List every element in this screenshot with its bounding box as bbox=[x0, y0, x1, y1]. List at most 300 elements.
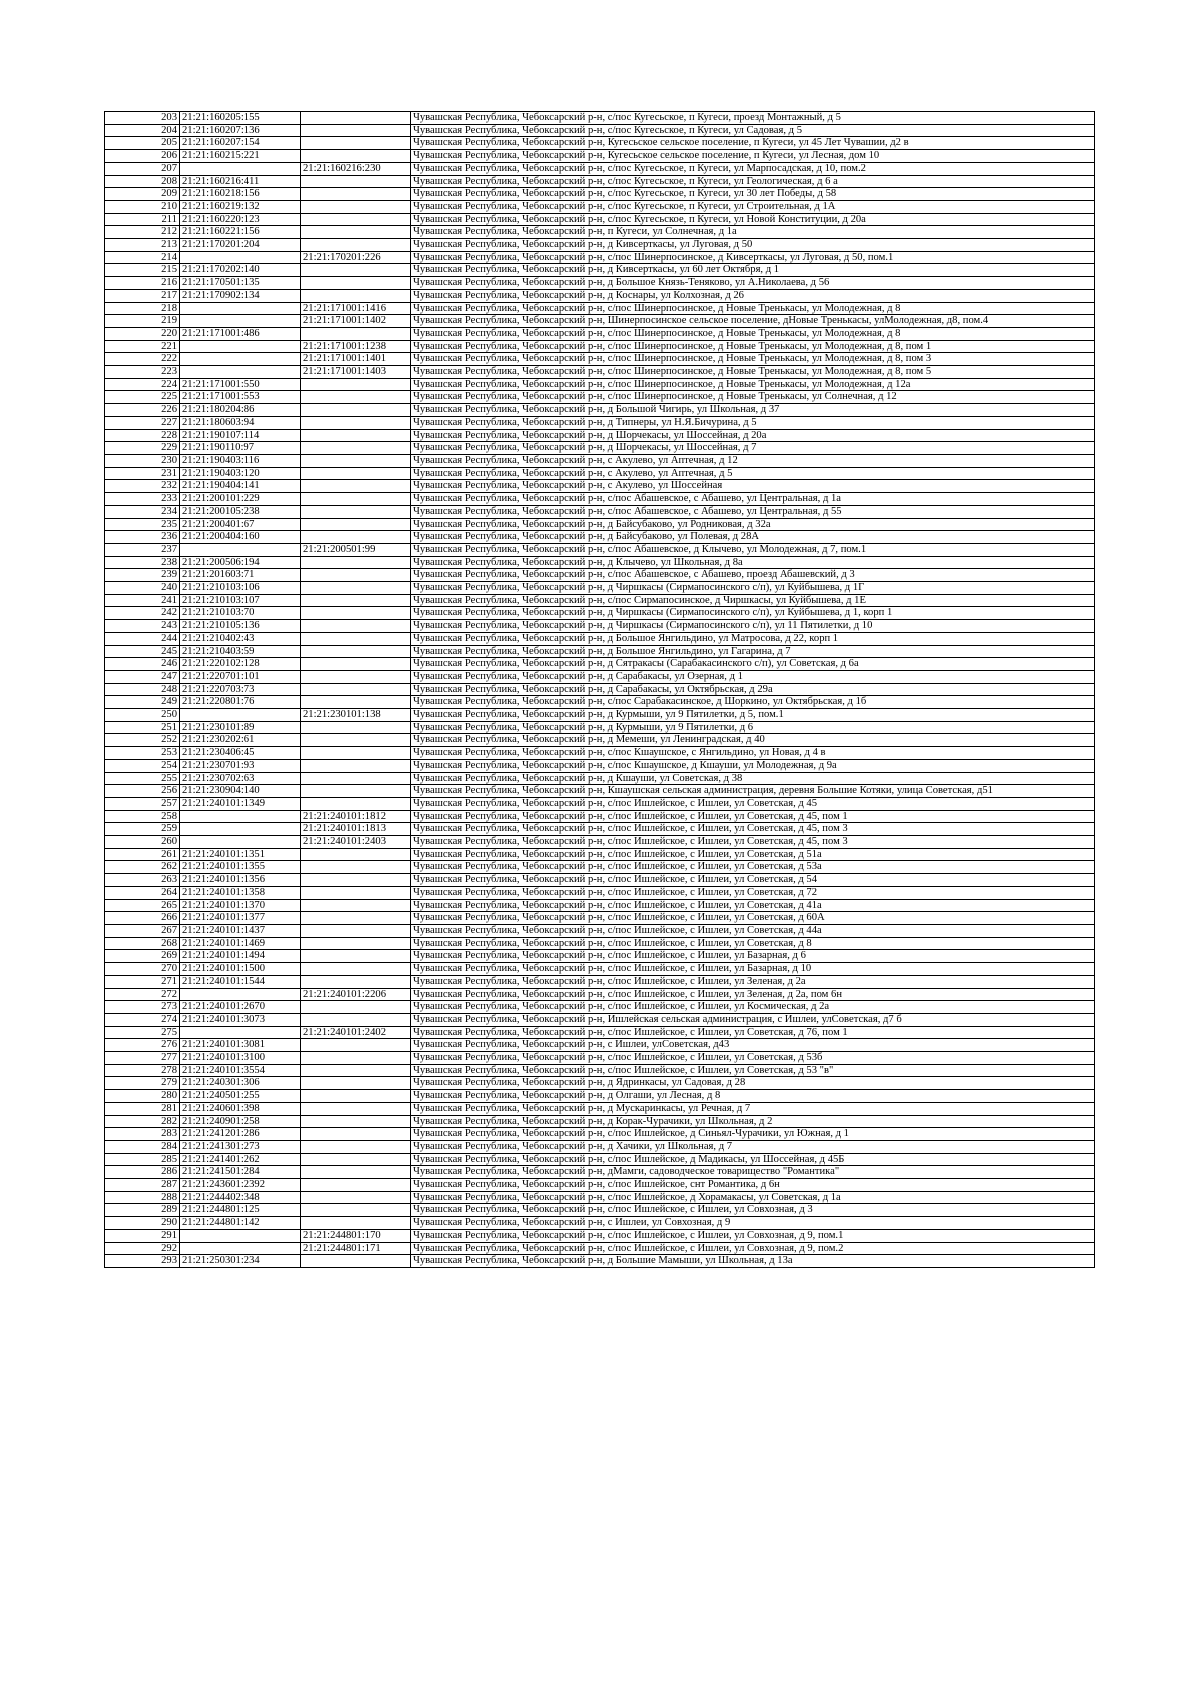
row-number: 243 bbox=[105, 620, 180, 633]
premises-cadastral-number bbox=[301, 721, 411, 734]
cadastral-number bbox=[180, 251, 301, 264]
cadastral-number: 21:21:190403:120 bbox=[180, 467, 301, 480]
cadastral-number: 21:21:240601:398 bbox=[180, 1102, 301, 1115]
row-number: 254 bbox=[105, 759, 180, 772]
row-number: 224 bbox=[105, 378, 180, 391]
cadastral-number: 21:21:240101:1355 bbox=[180, 861, 301, 874]
premises-cadastral-number bbox=[301, 607, 411, 620]
premises-cadastral-number bbox=[301, 239, 411, 252]
cadastral-number bbox=[180, 543, 301, 556]
row-number: 286 bbox=[105, 1166, 180, 1179]
table-row bbox=[105, 747, 1095, 760]
cadastral-number: 21:21:180204:86 bbox=[180, 404, 301, 417]
table-row bbox=[105, 366, 1095, 379]
row-number: 227 bbox=[105, 416, 180, 429]
row-number: 204 bbox=[105, 124, 180, 137]
premises-cadastral-number bbox=[301, 734, 411, 747]
address: Чувашская Республика, Чебоксарский р-н, с/пос Шинерпосинское, д Новые Тренькасы, ул Молодежная, д 8, пом 1 bbox=[411, 340, 1095, 353]
address: Чувашская Республика, Чебоксарский р-н, Ишлейская сельская администрация, с Ишлеи, улСоветская, д7 б bbox=[411, 1013, 1095, 1026]
table-row bbox=[105, 785, 1095, 798]
row-number: 244 bbox=[105, 632, 180, 645]
premises-cadastral-number bbox=[301, 645, 411, 658]
cadastral-number bbox=[180, 162, 301, 175]
address: Чувашская Республика, Чебоксарский р-н, с/пос Абашевское, с Абашево, ул Центральная, д 1а bbox=[411, 493, 1095, 506]
table-row bbox=[105, 861, 1095, 874]
row-number: 226 bbox=[105, 404, 180, 417]
address: Чувашская Республика, Чебоксарский р-н, с/пос Кугесьское, п Кугеси, проезд Монтажный, д 5 bbox=[411, 112, 1095, 125]
premises-cadastral-number bbox=[301, 569, 411, 582]
row-number: 273 bbox=[105, 1001, 180, 1014]
cadastral-number: 21:21:170201:204 bbox=[180, 239, 301, 252]
address: Чувашская Республика, Чебоксарский р-н, с/пос Ишлейское, снт Романтика, д 6н bbox=[411, 1179, 1095, 1192]
cadastral-number: 21:21:244402:348 bbox=[180, 1191, 301, 1204]
table-row bbox=[105, 302, 1095, 315]
row-number: 275 bbox=[105, 1026, 180, 1039]
row-number: 274 bbox=[105, 1013, 180, 1026]
premises-cadastral-number bbox=[301, 1153, 411, 1166]
table-body bbox=[105, 112, 1095, 1268]
row-number: 216 bbox=[105, 277, 180, 290]
row-number: 288 bbox=[105, 1191, 180, 1204]
row-number: 242 bbox=[105, 607, 180, 620]
premises-cadastral-number: 21:21:170201:226 bbox=[301, 251, 411, 264]
cadastral-number: 21:21:220701:101 bbox=[180, 670, 301, 683]
cadastral-number: 21:21:240101:1377 bbox=[180, 912, 301, 925]
premises-cadastral-number bbox=[301, 327, 411, 340]
address: Чувашская Республика, Чебоксарский р-н, Кугесьское сельское поселение, п Кугеси, ул Лесная, дом 10 bbox=[411, 150, 1095, 163]
address: Чувашская Республика, Чебоксарский р-н, д Кивсерткасы, ул 60 лет Октября, д 1 bbox=[411, 264, 1095, 277]
table-row bbox=[105, 162, 1095, 175]
row-number: 217 bbox=[105, 289, 180, 302]
table-row bbox=[105, 1001, 1095, 1014]
address: Чувашская Республика, Чебоксарский р-н, д Байсубаково, ул Родниковая, д 32а bbox=[411, 518, 1095, 531]
premises-cadastral-number bbox=[301, 175, 411, 188]
premises-cadastral-number bbox=[301, 493, 411, 506]
address: Чувашская Республика, Чебоксарский р-н, с/пос Ишлейское, д Мадикасы, ул Шоссейная, д 45Б bbox=[411, 1153, 1095, 1166]
table-row bbox=[105, 1153, 1095, 1166]
address: Чувашская Республика, Чебоксарский р-н, д Кивсерткасы, ул Луговая, д 50 bbox=[411, 239, 1095, 252]
row-number: 207 bbox=[105, 162, 180, 175]
row-number: 223 bbox=[105, 366, 180, 379]
premises-cadastral-number bbox=[301, 277, 411, 290]
premises-cadastral-number bbox=[301, 150, 411, 163]
table-row bbox=[105, 251, 1095, 264]
address: Чувашская Республика, Чебоксарский р-н, д Кшауши, ул Советская, д 38 bbox=[411, 772, 1095, 785]
table-row bbox=[105, 175, 1095, 188]
table-row bbox=[105, 391, 1095, 404]
row-number: 255 bbox=[105, 772, 180, 785]
cadastral-number: 21:21:190403:116 bbox=[180, 454, 301, 467]
table-row bbox=[105, 925, 1095, 938]
row-number: 264 bbox=[105, 886, 180, 899]
row-number: 287 bbox=[105, 1179, 180, 1192]
cadastral-number bbox=[180, 810, 301, 823]
row-number: 277 bbox=[105, 1052, 180, 1065]
row-number: 281 bbox=[105, 1102, 180, 1115]
row-number: 238 bbox=[105, 556, 180, 569]
address: Чувашская Республика, Чебоксарский р-н, с/пос Кшаушское, д Кшауши, ул Молодежная, д 9а bbox=[411, 759, 1095, 772]
premises-cadastral-number: 21:21:240101:2402 bbox=[301, 1026, 411, 1039]
cadastral-number: 21:21:240501:255 bbox=[180, 1090, 301, 1103]
table-row bbox=[105, 480, 1095, 493]
address: Чувашская Республика, Чебоксарский р-н, с/пос Ишлейское, с Ишлеи, ул Советская, д 44а bbox=[411, 925, 1095, 938]
cadastral-number: 21:21:241301:273 bbox=[180, 1140, 301, 1153]
premises-cadastral-number bbox=[301, 1179, 411, 1192]
premises-cadastral-number bbox=[301, 670, 411, 683]
address: Чувашская Республика, Чебоксарский р-н, д Большие Мамыши, ул Школьная, д 13а bbox=[411, 1255, 1095, 1268]
address: Чувашская Республика, Чебоксарский р-н, с/пос Шинерпосинское, д Новые Тренькасы, ул Молодежная, д 8, пом 3 bbox=[411, 353, 1095, 366]
address: Чувашская Республика, Чебоксарский р-н, с/пос Кшаушское, с Янгильдино, ул Новая, д 4 в bbox=[411, 747, 1095, 760]
table-row bbox=[105, 772, 1095, 785]
address: Чувашская Республика, Чебоксарский р-н, д Чиршкасы (Сирмапосинского с/п), ул 11 Пятилетки, д 10 bbox=[411, 620, 1095, 633]
table-row bbox=[105, 899, 1095, 912]
cadastral-number: 21:21:230406:45 bbox=[180, 747, 301, 760]
premises-cadastral-number bbox=[301, 416, 411, 429]
address: Чувашская Республика, Чебоксарский р-н, д Курмыши, ул 9 Пятилетки, д 5, пом.1 bbox=[411, 709, 1095, 722]
cadastral-number: 21:21:230202:61 bbox=[180, 734, 301, 747]
row-number: 241 bbox=[105, 594, 180, 607]
cadastral-number: 21:21:190110:97 bbox=[180, 442, 301, 455]
row-number: 268 bbox=[105, 937, 180, 950]
cadastral-number: 21:21:210103:107 bbox=[180, 594, 301, 607]
cadastral-number: 21:21:160207:136 bbox=[180, 124, 301, 137]
row-number: 266 bbox=[105, 912, 180, 925]
cadastral-number: 21:21:240301:306 bbox=[180, 1077, 301, 1090]
address: Чувашская Республика, Чебоксарский р-н, д Большое Янгильдино, ул Матросова, д 22, корп 1 bbox=[411, 632, 1095, 645]
premises-cadastral-number bbox=[301, 264, 411, 277]
table-row bbox=[105, 1128, 1095, 1141]
cadastral-number: 21:21:240101:1469 bbox=[180, 937, 301, 950]
cadastral-number: 21:21:160220:123 bbox=[180, 213, 301, 226]
premises-cadastral-number bbox=[301, 1191, 411, 1204]
row-number: 284 bbox=[105, 1140, 180, 1153]
premises-cadastral-number bbox=[301, 1140, 411, 1153]
cadastral-number: 21:21:180603:94 bbox=[180, 416, 301, 429]
address: Чувашская Республика, Чебоксарский р-н, д Ядринкасы, ул Садовая, д 28 bbox=[411, 1077, 1095, 1090]
address: Чувашская Республика, Чебоксарский р-н, д Шорчекасы, ул Шоссейная, д 20а bbox=[411, 429, 1095, 442]
premises-cadastral-number bbox=[301, 747, 411, 760]
table-row bbox=[105, 124, 1095, 137]
cadastral-number: 21:21:210403:59 bbox=[180, 645, 301, 658]
address: Чувашская Республика, Чебоксарский р-н, с/пос Кугесьское, п Кугеси, ул Строительная, д 1А bbox=[411, 200, 1095, 213]
cadastral-number: 21:21:230702:63 bbox=[180, 772, 301, 785]
cadastral-number: 21:21:160215:221 bbox=[180, 150, 301, 163]
address: Чувашская Республика, Чебоксарский р-н, д Олгаши, ул Лесная, д 8 bbox=[411, 1090, 1095, 1103]
row-number: 203 bbox=[105, 112, 180, 125]
premises-cadastral-number bbox=[301, 759, 411, 772]
cadastral-number: 21:21:200101:229 bbox=[180, 493, 301, 506]
row-number: 230 bbox=[105, 454, 180, 467]
premises-cadastral-number bbox=[301, 620, 411, 633]
address: Чувашская Республика, Чебоксарский р-н, с/пос Кугесьское, п Кугеси, ул Марпосадская, д 10, пом.2 bbox=[411, 162, 1095, 175]
table-row bbox=[105, 620, 1095, 633]
premises-cadastral-number bbox=[301, 772, 411, 785]
table-row bbox=[105, 239, 1095, 252]
cadastral-number bbox=[180, 315, 301, 328]
premises-cadastral-number bbox=[301, 950, 411, 963]
row-number: 208 bbox=[105, 175, 180, 188]
cadastral-number: 21:21:240101:1351 bbox=[180, 848, 301, 861]
address: Чувашская Республика, Чебоксарский р-н, д Чиршкасы (Сирмапосинского с/п), ул Куйбышева, д 1, корп 1 bbox=[411, 607, 1095, 620]
address: Чувашская Республика, Чебоксарский р-н, с/пос Ишлейское, с Ишлеи, ул Советская, д 51а bbox=[411, 848, 1095, 861]
address: Чувашская Республика, Чебоксарский р-н, с/пос Ишлейское, с Ишлеи, ул Совхозная, д 9, пом.2 bbox=[411, 1242, 1095, 1255]
table-row bbox=[105, 963, 1095, 976]
address: Чувашская Республика, Чебоксарский р-н, с Акулево, ул Шоссейная bbox=[411, 480, 1095, 493]
table-row bbox=[105, 810, 1095, 823]
table-row bbox=[105, 378, 1095, 391]
cadastral-number: 21:21:170902:134 bbox=[180, 289, 301, 302]
premises-cadastral-number bbox=[301, 1052, 411, 1065]
row-number: 272 bbox=[105, 988, 180, 1001]
address: Чувашская Республика, Чебоксарский р-н, с/пос Ишлейское, с Ишлеи, ул Советская, д 45, пом 3 bbox=[411, 823, 1095, 836]
premises-cadastral-number: 21:21:160216:230 bbox=[301, 162, 411, 175]
table-row bbox=[105, 645, 1095, 658]
cadastral-number: 21:21:240101:1437 bbox=[180, 925, 301, 938]
cadastral-number bbox=[180, 1229, 301, 1242]
address: Чувашская Республика, Чебоксарский р-н, с/пос Ишлейское, с Ишлеи, ул Совхозная, д 3 bbox=[411, 1204, 1095, 1217]
premises-cadastral-number: 21:21:230101:138 bbox=[301, 709, 411, 722]
address: Чувашская Республика, Чебоксарский р-н, с/пос Шинерпосинское, д Новые Тренькасы, ул Молодежная, д 8 bbox=[411, 327, 1095, 340]
cadastral-number bbox=[180, 353, 301, 366]
premises-cadastral-number bbox=[301, 696, 411, 709]
table-row bbox=[105, 721, 1095, 734]
address: Чувашская Республика, Чебоксарский р-н, с/пос Ишлейское, с Ишлеи, ул Советская, д 53б bbox=[411, 1052, 1095, 1065]
premises-cadastral-number: 21:21:240101:2403 bbox=[301, 836, 411, 849]
premises-cadastral-number bbox=[301, 454, 411, 467]
table-row bbox=[105, 213, 1095, 226]
address: Чувашская Республика, Чебоксарский р-н, с/пос Ишлейское, с Ишлеи, ул Базарная, д 10 bbox=[411, 963, 1095, 976]
table-row bbox=[105, 531, 1095, 544]
row-number: 271 bbox=[105, 975, 180, 988]
address: Чувашская Республика, Чебоксарский р-н, с/пос Шинерпосинское, д Новые Тренькасы, ул Молодежная, д 12а bbox=[411, 378, 1095, 391]
address: Чувашская Республика, Чебоксарский р-н, Шинерпосинское сельское поселение, дНовые Тренькасы, улМолодежная, д8, пом.4 bbox=[411, 315, 1095, 328]
row-number: 270 bbox=[105, 963, 180, 976]
table-row bbox=[105, 404, 1095, 417]
cadastral-number: 21:21:244801:125 bbox=[180, 1204, 301, 1217]
row-number: 231 bbox=[105, 467, 180, 480]
row-number: 213 bbox=[105, 239, 180, 252]
premises-cadastral-number bbox=[301, 112, 411, 125]
address: Чувашская Республика, Чебоксарский р-н, д Корак-Чурачики, ул Школьная, д 2 bbox=[411, 1115, 1095, 1128]
cadastral-number bbox=[180, 340, 301, 353]
table-row bbox=[105, 670, 1095, 683]
premises-cadastral-number bbox=[301, 899, 411, 912]
table-row bbox=[105, 1204, 1095, 1217]
table-row bbox=[105, 709, 1095, 722]
table-row bbox=[105, 1039, 1095, 1052]
row-number: 228 bbox=[105, 429, 180, 442]
row-number: 250 bbox=[105, 709, 180, 722]
cadastral-number bbox=[180, 366, 301, 379]
address: Чувашская Республика, Чебоксарский р-н, с/пос Ишлейское, с Ишлеи, ул Совхозная, д 9, пом.1 bbox=[411, 1229, 1095, 1242]
cadastral-number: 21:21:250301:234 bbox=[180, 1255, 301, 1268]
row-number: 289 bbox=[105, 1204, 180, 1217]
address: Чувашская Республика, Чебоксарский р-н, с/пос Абашевское, с Абашево, ул Центральная, д 55 bbox=[411, 505, 1095, 518]
row-number: 240 bbox=[105, 582, 180, 595]
cadastral-number: 21:21:240101:1370 bbox=[180, 899, 301, 912]
address: Чувашская Республика, Чебоксарский р-н, с/пос Шинерпосинское, д Новые Тренькасы, ул Молодежная, д 8, пом 5 bbox=[411, 366, 1095, 379]
address: Чувашская Республика, Чебоксарский р-н, д Коснары, ул Колхозная, д 26 bbox=[411, 289, 1095, 302]
address: Чувашская Республика, Чебоксарский р-н, д Чиршкасы (Сирмапосинского с/п), ул Куйбышева, д 1Г bbox=[411, 582, 1095, 595]
table-row bbox=[105, 416, 1095, 429]
table-row bbox=[105, 848, 1095, 861]
row-number: 259 bbox=[105, 823, 180, 836]
premises-cadastral-number bbox=[301, 289, 411, 302]
row-number: 229 bbox=[105, 442, 180, 455]
premises-cadastral-number bbox=[301, 556, 411, 569]
row-number: 251 bbox=[105, 721, 180, 734]
address: Чувашская Республика, Чебоксарский р-н, д Большой Чигирь, ул Школьная, д 37 bbox=[411, 404, 1095, 417]
premises-cadastral-number bbox=[301, 1115, 411, 1128]
table-row bbox=[105, 137, 1095, 150]
row-number: 214 bbox=[105, 251, 180, 264]
row-number: 267 bbox=[105, 925, 180, 938]
address: Чувашская Республика, Чебоксарский р-н, п Кугеси, ул Солнечная, д 1а bbox=[411, 226, 1095, 239]
premises-cadastral-number bbox=[301, 518, 411, 531]
premises-cadastral-number bbox=[301, 442, 411, 455]
address: Чувашская Республика, Чебоксарский р-н, д Хачики, ул Школьная, д 7 bbox=[411, 1140, 1095, 1153]
table-row bbox=[105, 543, 1095, 556]
address: Чувашская Республика, Чебоксарский р-н, с/пос Сирмапосинское, д Чиршкасы, ул Куйбышева, д 1Е bbox=[411, 594, 1095, 607]
cadastral-number: 21:21:171001:550 bbox=[180, 378, 301, 391]
cadastral-number bbox=[180, 1026, 301, 1039]
cadastral-number: 21:21:241501:284 bbox=[180, 1166, 301, 1179]
premises-cadastral-number bbox=[301, 378, 411, 391]
address: Чувашская Республика, Чебоксарский р-н, д Большое Янгильдино, ул Гагарина, д 7 bbox=[411, 645, 1095, 658]
table-row bbox=[105, 1052, 1095, 1065]
premises-cadastral-number bbox=[301, 1166, 411, 1179]
premises-cadastral-number bbox=[301, 975, 411, 988]
address: Чувашская Республика, Чебоксарский р-н, с/пос Ишлейское, с Ишлеи, ул Советская, д 41а bbox=[411, 899, 1095, 912]
document-page bbox=[104, 111, 1094, 1268]
table-row bbox=[105, 836, 1095, 849]
row-number: 209 bbox=[105, 188, 180, 201]
row-number: 220 bbox=[105, 327, 180, 340]
premises-cadastral-number bbox=[301, 124, 411, 137]
table-row bbox=[105, 353, 1095, 366]
premises-cadastral-number bbox=[301, 467, 411, 480]
table-row bbox=[105, 505, 1095, 518]
address: Чувашская Республика, Чебоксарский р-н, дМамги, садоводческое товарищество "Романтика" bbox=[411, 1166, 1095, 1179]
address: Чувашская Республика, Чебоксарский р-н, д Мемеши, ул Ленинградская, д 40 bbox=[411, 734, 1095, 747]
cadastral-number: 21:21:160219:132 bbox=[180, 200, 301, 213]
row-number: 282 bbox=[105, 1115, 180, 1128]
table-row bbox=[105, 1242, 1095, 1255]
address: Чувашская Республика, Чебоксарский р-н, с/пос Шинерпосинское, д Кивсерткасы, ул Луговая, д 50, пом.1 bbox=[411, 251, 1095, 264]
address: Чувашская Республика, Чебоксарский р-н, д Шорчекасы, ул Шоссейная, д 7 bbox=[411, 442, 1095, 455]
address: Чувашская Республика, Чебоксарский р-н, Кугесьское сельское поселение, п Кугеси, ул 45 Лет Чувашии, д2 в bbox=[411, 137, 1095, 150]
cadastral-number: 21:21:240101:3554 bbox=[180, 1064, 301, 1077]
cadastral-number: 21:21:201603:71 bbox=[180, 569, 301, 582]
cadastral-number: 21:21:240101:1500 bbox=[180, 963, 301, 976]
premises-cadastral-number bbox=[301, 912, 411, 925]
premises-cadastral-number bbox=[301, 1077, 411, 1090]
premises-cadastral-number: 21:21:171001:1238 bbox=[301, 340, 411, 353]
row-number: 291 bbox=[105, 1229, 180, 1242]
premises-cadastral-number bbox=[301, 582, 411, 595]
cadastral-number bbox=[180, 988, 301, 1001]
address: Чувашская Республика, Чебоксарский р-н, с/пос Ишлейское, с Ишлеи, ул Базарная, д 6 bbox=[411, 950, 1095, 963]
row-number: 263 bbox=[105, 874, 180, 887]
row-number: 234 bbox=[105, 505, 180, 518]
premises-cadastral-number: 21:21:240101:2206 bbox=[301, 988, 411, 1001]
address: Чувашская Республика, Чебоксарский р-н, с/пос Ишлейское, с Ишлеи, ул Советская, д 45, пом 3 bbox=[411, 836, 1095, 849]
table-row bbox=[105, 1064, 1095, 1077]
premises-cadastral-number bbox=[301, 632, 411, 645]
premises-cadastral-number bbox=[301, 937, 411, 950]
premises-cadastral-number bbox=[301, 1204, 411, 1217]
premises-cadastral-number bbox=[301, 404, 411, 417]
address: Чувашская Республика, Чебоксарский р-н, с/пос Ишлейское, с Ишлеи, ул Советская, д 76, пом 1 bbox=[411, 1026, 1095, 1039]
table-row bbox=[105, 759, 1095, 772]
cadastral-number: 21:21:160216:411 bbox=[180, 175, 301, 188]
cadastral-number: 21:21:200105:238 bbox=[180, 505, 301, 518]
address: Чувашская Республика, Чебоксарский р-н, д Байсубаково, ул Полевая, д 28А bbox=[411, 531, 1095, 544]
table-row bbox=[105, 556, 1095, 569]
address: Чувашская Республика, Чебоксарский р-н, с/пос Шинерпосинское, д Новые Тренькасы, ул Солнечная, д 12 bbox=[411, 391, 1095, 404]
premises-cadastral-number: 21:21:200501:99 bbox=[301, 543, 411, 556]
address: Чувашская Республика, Чебоксарский р-н, с/пос Кугесьское, п Кугеси, ул Геологическая, д 6 а bbox=[411, 175, 1095, 188]
row-number: 285 bbox=[105, 1153, 180, 1166]
address: Чувашская Республика, Чебоксарский р-н, с Акулево, ул Аптечная, д 12 bbox=[411, 454, 1095, 467]
row-number: 205 bbox=[105, 137, 180, 150]
address: Чувашская Республика, Чебоксарский р-н, д Мускаринкасы, ул Речная, д 7 bbox=[411, 1102, 1095, 1115]
premises-cadastral-number bbox=[301, 200, 411, 213]
premises-cadastral-number: 21:21:171001:1416 bbox=[301, 302, 411, 315]
row-number: 257 bbox=[105, 797, 180, 810]
cadastral-number: 21:21:171001:553 bbox=[180, 391, 301, 404]
cadastral-number: 21:21:241201:286 bbox=[180, 1128, 301, 1141]
cadastral-number: 21:21:170202:140 bbox=[180, 264, 301, 277]
premises-cadastral-number bbox=[301, 391, 411, 404]
table-row bbox=[105, 1166, 1095, 1179]
property-register-table bbox=[104, 111, 1095, 1268]
premises-cadastral-number bbox=[301, 1039, 411, 1052]
table-row bbox=[105, 340, 1095, 353]
address: Чувашская Республика, Чебоксарский р-н, с Ишлеи, ул Совхозная, д 9 bbox=[411, 1217, 1095, 1230]
row-number: 253 bbox=[105, 747, 180, 760]
row-number: 206 bbox=[105, 150, 180, 163]
premises-cadastral-number bbox=[301, 226, 411, 239]
table-row bbox=[105, 277, 1095, 290]
premises-cadastral-number bbox=[301, 1102, 411, 1115]
cadastral-number: 21:21:210105:136 bbox=[180, 620, 301, 633]
address: Чувашская Республика, Чебоксарский р-н, с/пос Сарабакасинское, д Шоркино, ул Октябрьская, д 1б bbox=[411, 696, 1095, 709]
row-number: 258 bbox=[105, 810, 180, 823]
premises-cadastral-number: 21:21:171001:1403 bbox=[301, 366, 411, 379]
premises-cadastral-number bbox=[301, 963, 411, 976]
address: Чувашская Республика, Чебоксарский р-н, с/пос Шинерпосинское, д Новые Тренькасы, ул Молодежная, д 8 bbox=[411, 302, 1095, 315]
row-number: 283 bbox=[105, 1128, 180, 1141]
row-number: 249 bbox=[105, 696, 180, 709]
cadastral-number: 21:21:240101:3100 bbox=[180, 1052, 301, 1065]
premises-cadastral-number bbox=[301, 480, 411, 493]
row-number: 233 bbox=[105, 493, 180, 506]
cadastral-number: 21:21:230101:89 bbox=[180, 721, 301, 734]
row-number: 256 bbox=[105, 785, 180, 798]
table-row bbox=[105, 1090, 1095, 1103]
table-row bbox=[105, 874, 1095, 887]
cadastral-number: 21:21:240101:1358 bbox=[180, 886, 301, 899]
address: Чувашская Республика, Чебоксарский р-н, с/пос Абашевское, д Клычево, ул Молодежная, д 7, пом.1 bbox=[411, 543, 1095, 556]
row-number: 210 bbox=[105, 200, 180, 213]
premises-cadastral-number: 21:21:244801:171 bbox=[301, 1242, 411, 1255]
table-row bbox=[105, 188, 1095, 201]
table-row bbox=[105, 429, 1095, 442]
address: Чувашская Республика, Чебоксарский р-н, д Курмыши, ул 9 Пятилетки, д 6 bbox=[411, 721, 1095, 734]
table-row bbox=[105, 150, 1095, 163]
table-row bbox=[105, 264, 1095, 277]
